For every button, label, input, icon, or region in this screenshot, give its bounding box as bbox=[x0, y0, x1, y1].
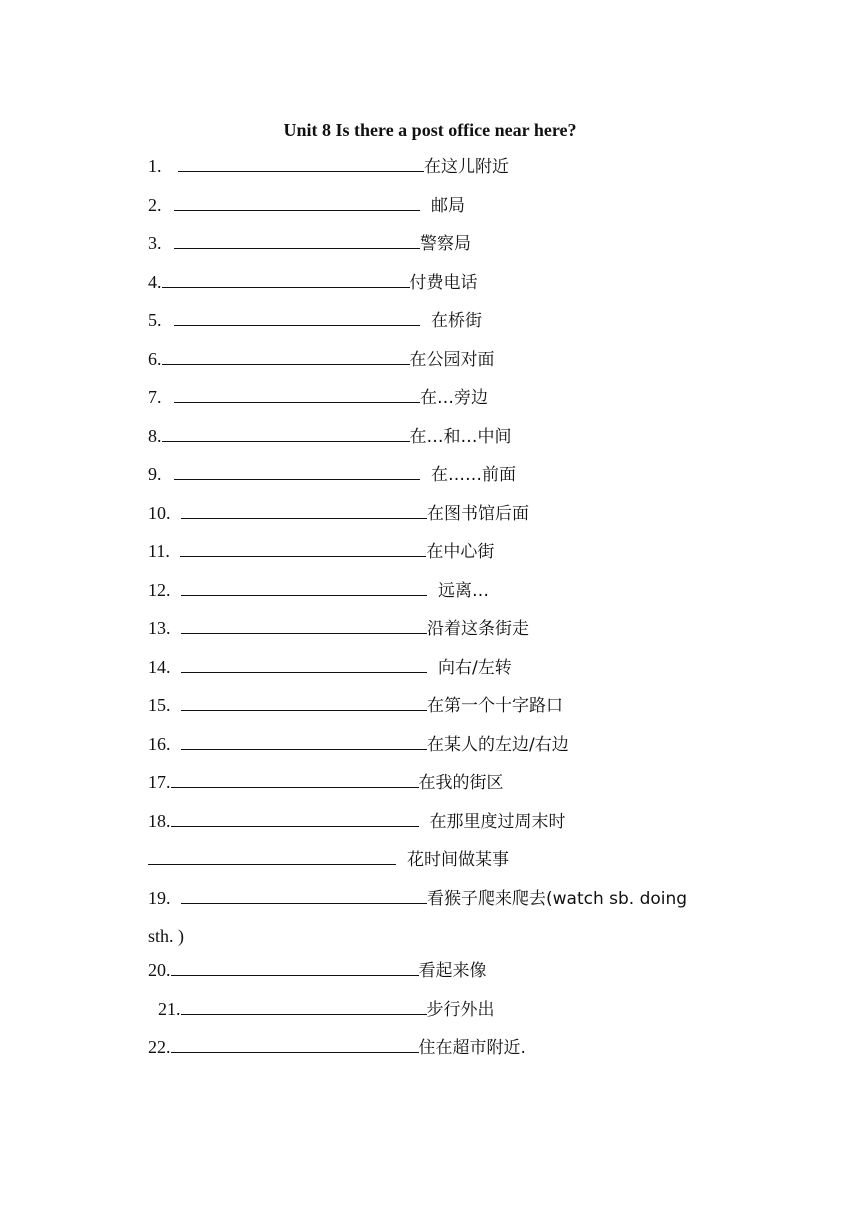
vocab-item-continued bbox=[148, 923, 184, 949]
item-number: 17. bbox=[148, 772, 171, 792]
vocab-item bbox=[148, 346, 495, 372]
item-number: 19. bbox=[148, 888, 171, 908]
vocab-item bbox=[148, 423, 512, 449]
item-number: 4. bbox=[148, 272, 162, 292]
answer-blank[interactable] bbox=[181, 615, 427, 634]
answer-blank[interactable] bbox=[174, 230, 420, 249]
item-number: 16. bbox=[148, 734, 171, 754]
answer-blank[interactable] bbox=[181, 654, 427, 673]
item-number: 5. bbox=[148, 310, 162, 330]
item-meaning: 向右/左转 bbox=[438, 658, 512, 678]
item-meaning: 步行外出 bbox=[426, 1000, 495, 1020]
answer-blank[interactable] bbox=[162, 423, 410, 442]
vocab-item bbox=[148, 538, 494, 564]
answer-blank[interactable] bbox=[181, 731, 427, 750]
item-number: 10. bbox=[148, 503, 171, 523]
item-meaning: 付费电话 bbox=[409, 273, 478, 293]
item-number: 11. bbox=[148, 541, 170, 561]
item-number: 8. bbox=[148, 426, 162, 446]
item-meaning: 沿着这条街走 bbox=[427, 619, 529, 639]
answer-blank[interactable] bbox=[162, 269, 410, 288]
answer-blank[interactable] bbox=[174, 307, 420, 326]
item-meaning: 在中心街 bbox=[426, 542, 495, 562]
answer-blank[interactable] bbox=[174, 461, 420, 480]
vocab-item bbox=[148, 192, 465, 218]
item-meaning: 远离… bbox=[438, 581, 489, 601]
answer-blank[interactable] bbox=[181, 692, 427, 711]
vocab-item bbox=[148, 885, 687, 911]
answer-blank[interactable] bbox=[171, 1034, 419, 1053]
answer-blank[interactable] bbox=[181, 577, 427, 596]
answer-blank[interactable] bbox=[180, 538, 426, 557]
answer-blank[interactable] bbox=[171, 808, 419, 827]
item-meaning: 在…旁边 bbox=[420, 388, 488, 408]
item-number: 3. bbox=[148, 233, 162, 253]
item-meaning: 在…和…中间 bbox=[409, 427, 512, 447]
item-meaning: 看起来像 bbox=[418, 961, 487, 981]
answer-blank[interactable] bbox=[148, 846, 396, 865]
item-number: 9. bbox=[148, 464, 162, 484]
worksheet-title: Unit 8 Is there a post office near here? bbox=[283, 120, 577, 140]
item-number: 14. bbox=[148, 657, 171, 677]
item-meaning: 在……前面 bbox=[431, 465, 516, 485]
vocab-item bbox=[148, 1034, 526, 1060]
vocab-item bbox=[148, 269, 478, 295]
item-number: 1. bbox=[148, 156, 162, 176]
item-number: 15. bbox=[148, 695, 171, 715]
item-meaning: 花时间做某事 bbox=[407, 850, 509, 870]
vocab-item bbox=[148, 692, 563, 718]
answer-blank[interactable] bbox=[181, 885, 427, 904]
item-number: 22. bbox=[148, 1037, 171, 1057]
item-meaning: 看猴子爬来爬去(watch sb. doing bbox=[427, 889, 688, 909]
vocab-item bbox=[148, 654, 512, 680]
item-number: 12. bbox=[148, 580, 171, 600]
item-meaning: sth. ) bbox=[148, 926, 184, 946]
vocab-item-continued bbox=[148, 846, 509, 872]
vocab-item bbox=[148, 500, 529, 526]
vocab-item bbox=[148, 577, 489, 603]
vocab-item bbox=[148, 769, 504, 795]
vocab-item bbox=[148, 731, 569, 757]
item-number: 21. bbox=[158, 999, 181, 1019]
vocab-item bbox=[148, 957, 487, 983]
item-number: 7. bbox=[148, 387, 162, 407]
vocab-item bbox=[148, 307, 482, 333]
vocab-item bbox=[148, 153, 509, 179]
item-number: 20. bbox=[148, 960, 171, 980]
answer-blank[interactable] bbox=[171, 957, 419, 976]
vocab-item bbox=[148, 384, 488, 410]
answer-blank[interactable] bbox=[181, 996, 427, 1015]
answer-blank[interactable] bbox=[181, 500, 427, 519]
item-meaning: 在第一个十字路口 bbox=[427, 696, 563, 716]
item-meaning: 在我的街区 bbox=[418, 773, 504, 793]
vocab-item bbox=[148, 230, 471, 256]
vocab-item bbox=[148, 808, 566, 834]
item-meaning: 在图书馆后面 bbox=[427, 504, 529, 524]
item-number: 18. bbox=[148, 811, 171, 831]
item-number: 2. bbox=[148, 195, 162, 215]
item-meaning: 在这儿附近 bbox=[424, 157, 509, 177]
item-meaning: 在桥街 bbox=[431, 311, 482, 331]
answer-blank[interactable] bbox=[178, 153, 424, 172]
vocab-item bbox=[148, 615, 529, 641]
item-number: 6. bbox=[148, 349, 162, 369]
answer-blank[interactable] bbox=[174, 384, 420, 403]
item-number: 13. bbox=[148, 618, 171, 638]
vocab-item bbox=[158, 996, 495, 1022]
item-meaning: 邮局 bbox=[431, 196, 465, 216]
answer-blank[interactable] bbox=[162, 346, 410, 365]
vocab-item bbox=[148, 461, 516, 487]
item-meaning: 在公园对面 bbox=[409, 350, 495, 370]
item-meaning: 警察局 bbox=[420, 234, 471, 254]
answer-blank[interactable] bbox=[171, 769, 419, 788]
item-meaning: 在某人的左边/右边 bbox=[427, 735, 569, 755]
item-meaning: 住在超市附近. bbox=[418, 1038, 526, 1058]
item-meaning: 在那里度过周末时 bbox=[429, 812, 566, 832]
answer-blank[interactable] bbox=[174, 192, 420, 211]
